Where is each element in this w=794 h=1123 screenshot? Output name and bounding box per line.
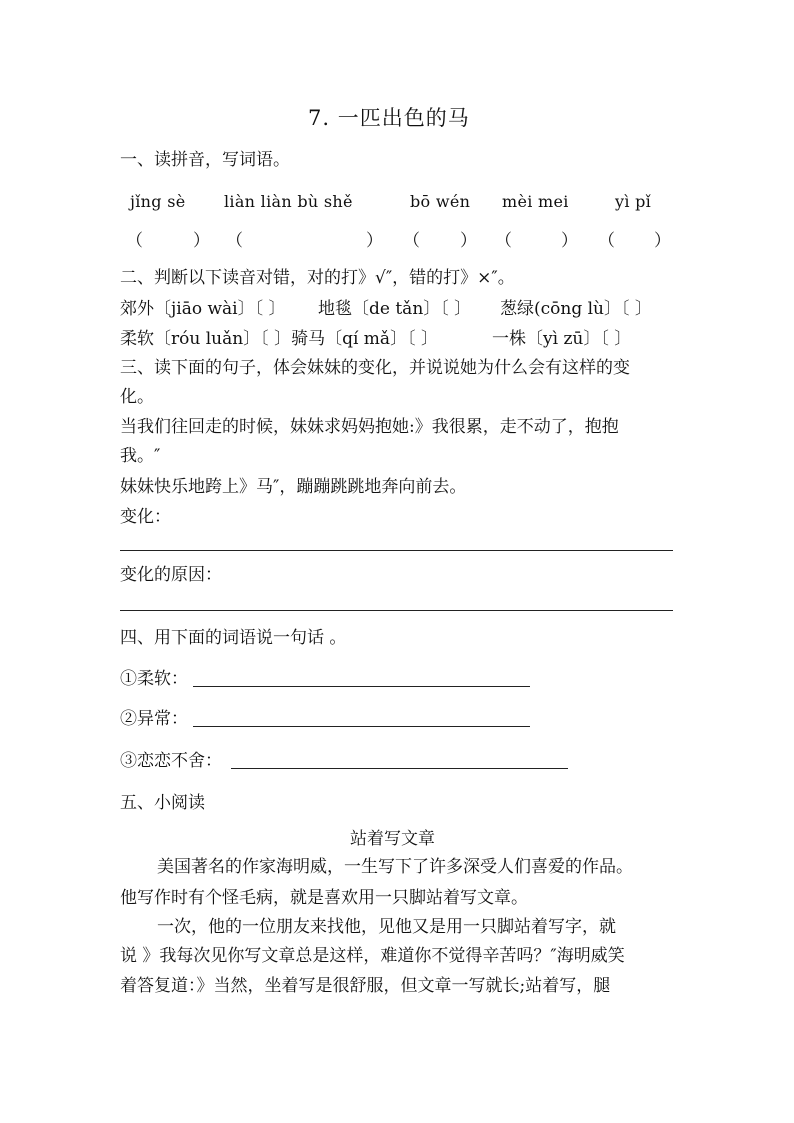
answer-bracket-3-close[interactable]: ） — [460, 231, 477, 251]
word-item-3-answer-line[interactable] — [231, 768, 568, 769]
pinyin-4: mèi mei — [502, 192, 569, 211]
answer-bracket-1-close[interactable]: ） — [193, 231, 210, 251]
answer-bracket-4-close[interactable]: ） — [561, 231, 578, 251]
story-para2-line1: 一次，他的一位朋友来找他，见他又是用一只脚站着写字，就 — [157, 917, 616, 937]
answer-bracket-2-open[interactable]: （ — [226, 231, 243, 251]
change-answer-line[interactable] — [120, 550, 673, 551]
judge-item-2[interactable]: 地毯〔de tǎn〕〔 〕 — [318, 299, 472, 319]
section5-heading: 五、小阅读 — [120, 793, 205, 813]
story-para2-line2: 说 》我每次见你写文章总是这样，难道你不觉得辛苦吗？″海明威笑 — [120, 946, 625, 966]
judge-item-3[interactable]: 葱绿(cōng lù〕〔 〕 — [500, 299, 652, 319]
story-para2-line3: 着答复道：》当然，坐着写是很舒服，但文章一写就长;站着写，腿 — [120, 976, 611, 996]
judge-item-6[interactable]: 一株〔yì zū〕〔 〕 — [492, 329, 632, 349]
answer-bracket-5-open[interactable]: （ — [598, 231, 615, 251]
story-para1-line1: 美国著名的作家海明威，一生写下了许多深受人们喜爱的作品。 — [157, 857, 633, 877]
section4-heading: 四、用下面的词语说一句话 。 — [120, 628, 347, 648]
section3-heading-line1: 三、读下面的句子，体会妹妹的变化，并说说她为什么会有这样的变 — [120, 358, 630, 378]
story-para1-line2: 他写作时有个怪毛病，就是喜欢用一只脚站着写文章。 — [120, 888, 528, 908]
section2-heading: 二、判断以下读音对错，对的打》√″，错的打》×″。 — [120, 268, 515, 288]
judge-item-4-5[interactable]: 柔软〔róu luǎn〕〔 〕骑马〔qí mǎ〕〔 〕 — [120, 329, 438, 349]
judge-item-1[interactable]: 郊外〔jiāo wài〕〔 〕 — [120, 299, 286, 319]
pinyin-5: yì pǐ — [615, 192, 652, 211]
word-item-2-label: ②异常： — [120, 709, 188, 729]
pinyin-3: bō wén — [410, 192, 471, 211]
pinyin-1: jǐng sè — [130, 192, 186, 211]
story-title: 站着写文章 — [350, 829, 435, 849]
word-item-1-label: ①柔软： — [120, 669, 188, 689]
word-item-1-answer-line[interactable] — [193, 686, 530, 687]
section3-heading-line2: 化。 — [120, 387, 154, 407]
change-label: 变化： — [120, 507, 171, 527]
section1-heading: 一、读拼音，写词语。 — [120, 150, 290, 170]
answer-bracket-4-open[interactable]: （ — [495, 231, 512, 251]
sentence2: 妹妹快乐地跨上》马″，蹦蹦跳跳地奔向前去。 — [120, 477, 467, 497]
sentence1-line2: 我。″ — [120, 446, 161, 466]
answer-bracket-1-open[interactable]: （ — [126, 231, 143, 251]
reason-answer-line[interactable] — [120, 610, 673, 611]
word-item-3-label: ③恋恋不舍： — [120, 751, 222, 771]
word-item-2-answer-line[interactable] — [193, 726, 530, 727]
answer-bracket-5-close[interactable]: ） — [654, 231, 671, 251]
pinyin-2: liàn liàn bù shě — [224, 192, 353, 211]
reason-label: 变化的原因： — [120, 565, 222, 585]
answer-bracket-2-close[interactable]: ） — [366, 231, 383, 251]
answer-bracket-3-open[interactable]: （ — [403, 231, 420, 251]
page-title: 7. 一匹出色的马 — [308, 106, 470, 130]
sentence1-line1: 当我们往回走的时候，妹妹求妈妈抱她:》我很累，走不动了，抱抱 — [120, 417, 619, 437]
